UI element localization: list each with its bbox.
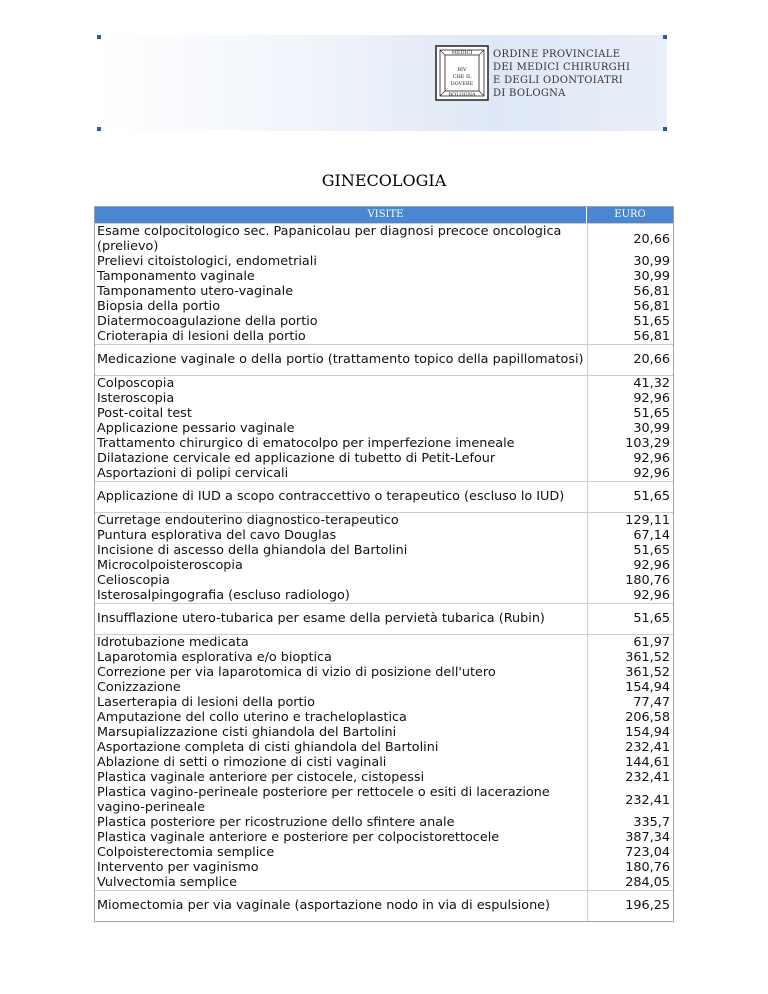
row-description: Isterosalpingografia (escluso radiologo) — [97, 588, 350, 603]
table-group — [95, 223, 673, 344]
banner-corner — [663, 35, 667, 39]
organization-name — [493, 48, 630, 100]
row-price: 51,65 — [633, 314, 670, 329]
row-description: Plastica vagino-perineale posteriore per rettocele o esiti di lacerazione vagino-perineale — [97, 785, 550, 815]
row-price: 129,11 — [625, 513, 670, 528]
row-description: Puntura esplorativa del cavo Douglas — [97, 528, 337, 543]
group-descriptions — [95, 513, 587, 603]
row-price: 30,99 — [633, 254, 670, 269]
row-price: 20,66 — [633, 352, 670, 367]
row-description: Colpoisterectomia semplice — [97, 845, 275, 860]
row-price: 30,99 — [633, 421, 670, 436]
row-price: 144,61 — [625, 755, 670, 770]
row-price: 206,58 — [625, 710, 670, 725]
row-price: 51,65 — [633, 543, 670, 558]
row-price: 92,96 — [633, 466, 670, 481]
row-price: 56,81 — [633, 329, 670, 344]
row-description: Plastica posteriore per ricostruzione dello sfintere anale — [97, 815, 455, 830]
row-price: 61,97 — [633, 635, 670, 650]
row-price: 180,76 — [625, 573, 670, 588]
page-title: GINECOLOGIA — [321, 171, 447, 190]
row-price: 103,29 — [625, 436, 670, 451]
row-description: Isteroscopia — [97, 391, 175, 406]
group-descriptions — [95, 891, 587, 921]
row-description: Idrotubazione medicata — [97, 635, 249, 650]
group-descriptions — [95, 376, 587, 481]
order-logo — [435, 45, 489, 101]
svg-text:MEDICI: MEDICI — [451, 50, 473, 56]
table-group — [95, 603, 673, 634]
row-price: 232,41 — [625, 740, 670, 755]
org-line: DI BOLOGNA — [493, 88, 566, 99]
row-price: 335,7 — [633, 815, 670, 830]
group-prices — [587, 345, 673, 375]
table-group — [95, 890, 673, 921]
row-description: Correzione per via laparotomica di vizio di posizione dell'utero — [97, 665, 496, 680]
row-description: Applicazione pessario vaginale — [97, 421, 295, 436]
row-price: 56,81 — [633, 284, 670, 299]
row-price: 180,76 — [625, 860, 670, 875]
row-description: Asportazioni di polipi cervicali — [97, 466, 289, 481]
row-description: Laserterapia di lesioni della portio — [97, 695, 315, 710]
group-prices — [587, 376, 673, 481]
row-description: Plastica vaginale anteriore e posteriore per colpocistorettocele — [97, 830, 500, 845]
row-price: 77,47 — [633, 695, 670, 710]
table-group — [95, 375, 673, 481]
table-group — [95, 634, 673, 890]
row-price: 56,81 — [633, 299, 670, 314]
column-header-euro: EURO — [586, 207, 673, 223]
org-line: ORDINE PROVINCIALE — [493, 49, 621, 60]
row-price: 387,34 — [625, 830, 670, 845]
group-prices — [587, 635, 673, 890]
row-price: 51,65 — [633, 611, 670, 626]
row-price: 51,65 — [633, 489, 670, 504]
row-description: Dilatazione cervicale ed applicazione di tubetto di Petit-Lefour — [97, 451, 496, 466]
row-description: Applicazione di IUD a scopo contraccettivo o terapeutico (escluso lo IUD) — [97, 489, 565, 504]
row-price: 232,41 — [625, 770, 670, 785]
org-line: E DEGLI ODONTOIATRI — [493, 75, 624, 86]
row-description: Laparotomia esplorativa e/o bioptica — [97, 650, 332, 665]
row-description: Insufflazione utero-tubarica per esame della pervietà tubarica (Rubin) — [97, 611, 545, 626]
row-price: 20,66 — [633, 231, 670, 247]
row-description: Curretage endouterino diagnostico-terapeutico — [97, 513, 399, 528]
group-prices — [587, 604, 673, 634]
row-price: 67,14 — [633, 528, 670, 543]
row-price: 41,32 — [633, 376, 670, 391]
group-prices — [587, 513, 673, 603]
row-price: 92,96 — [633, 451, 670, 466]
org-line: DEI MEDICI CHIRURGHI — [493, 62, 631, 73]
svg-text:BOLOGNA: BOLOGNA — [448, 92, 476, 98]
row-price: 196,25 — [625, 898, 670, 913]
group-descriptions — [95, 345, 587, 375]
row-price: 361,52 — [625, 665, 670, 680]
row-price: 154,94 — [625, 725, 670, 740]
row-description: Diatermocoagulazione della portio — [97, 314, 318, 329]
row-description: Crioterapia di lesioni della portio — [97, 329, 306, 344]
group-descriptions — [95, 604, 587, 634]
table-header — [95, 207, 673, 223]
group-descriptions — [95, 635, 587, 890]
row-price: 154,94 — [625, 680, 670, 695]
table-group — [95, 481, 673, 512]
row-description: Biopsia della portio — [97, 299, 221, 314]
banner-corner — [97, 127, 101, 131]
row-description: Vulvectomia semplice — [97, 875, 237, 890]
row-price: 92,96 — [633, 558, 670, 573]
row-price: 284,05 — [625, 875, 670, 890]
group-prices — [587, 482, 673, 512]
group-prices — [587, 891, 673, 921]
row-description: Tamponamento vaginale — [97, 269, 255, 284]
row-description: Tamponamento utero-vaginale — [97, 284, 294, 299]
row-description: Incisione di ascesso della ghiandola del Bartolini — [97, 543, 408, 558]
table-group — [95, 512, 673, 603]
price-table — [94, 206, 674, 922]
row-price: 723,04 — [625, 845, 670, 860]
row-description: Prelievi citoistologici, endometriali — [97, 254, 317, 269]
row-description: Plastica vaginale anteriore per cistocele, cistopessi — [97, 770, 425, 785]
banner-corner — [97, 35, 101, 39]
row-price: 92,96 — [633, 391, 670, 406]
column-header-visite: VISITE — [367, 209, 404, 220]
row-description: Ablazione di setti o rimozione di cisti vaginali — [97, 755, 387, 770]
row-description: Microcolpoisteroscopia — [97, 558, 243, 573]
group-prices — [587, 224, 673, 344]
row-description: Celioscopia — [97, 573, 170, 588]
row-description: Miomectomia per via vaginale (asportazione nodo in via di espulsione) — [97, 898, 551, 913]
row-description: Medicazione vaginale o della portio (trattamento topico della papillomatosi) — [97, 352, 584, 367]
row-description: Esame colpocitologico sec. Papanicolau per diagnosi precoce oncologica (prelievo) — [97, 224, 562, 254]
row-description: Amputazione del collo uterino e tracheloplastica — [97, 710, 407, 725]
group-descriptions — [95, 482, 587, 512]
row-description: Conizzazione — [97, 680, 181, 695]
row-description: Trattamento chirurgico di ematocolpo per imperfezione imeneale — [97, 436, 515, 451]
row-description: Intervento per vaginismo — [97, 860, 259, 875]
row-price: 361,52 — [625, 650, 670, 665]
row-price: 30,99 — [633, 269, 670, 284]
svg-text:BIV: BIV — [457, 67, 467, 73]
table-group — [95, 344, 673, 375]
row-price: 232,41 — [625, 792, 670, 808]
row-price: 92,96 — [633, 588, 670, 603]
svg-text:CHE IL: CHE IL — [452, 74, 472, 80]
group-descriptions — [95, 224, 587, 344]
row-description: Post-coital test — [97, 406, 192, 421]
row-description: Colposcopia — [97, 376, 175, 391]
banner-corner — [663, 127, 667, 131]
row-description: Marsupializzazione cisti ghiandola del Bartolini — [97, 725, 397, 740]
row-price: 51,65 — [633, 406, 670, 421]
svg-text:DOVERE: DOVERE — [450, 81, 474, 87]
row-description: Asportazione completa di cisti ghiandola del Bartolini — [97, 740, 439, 755]
